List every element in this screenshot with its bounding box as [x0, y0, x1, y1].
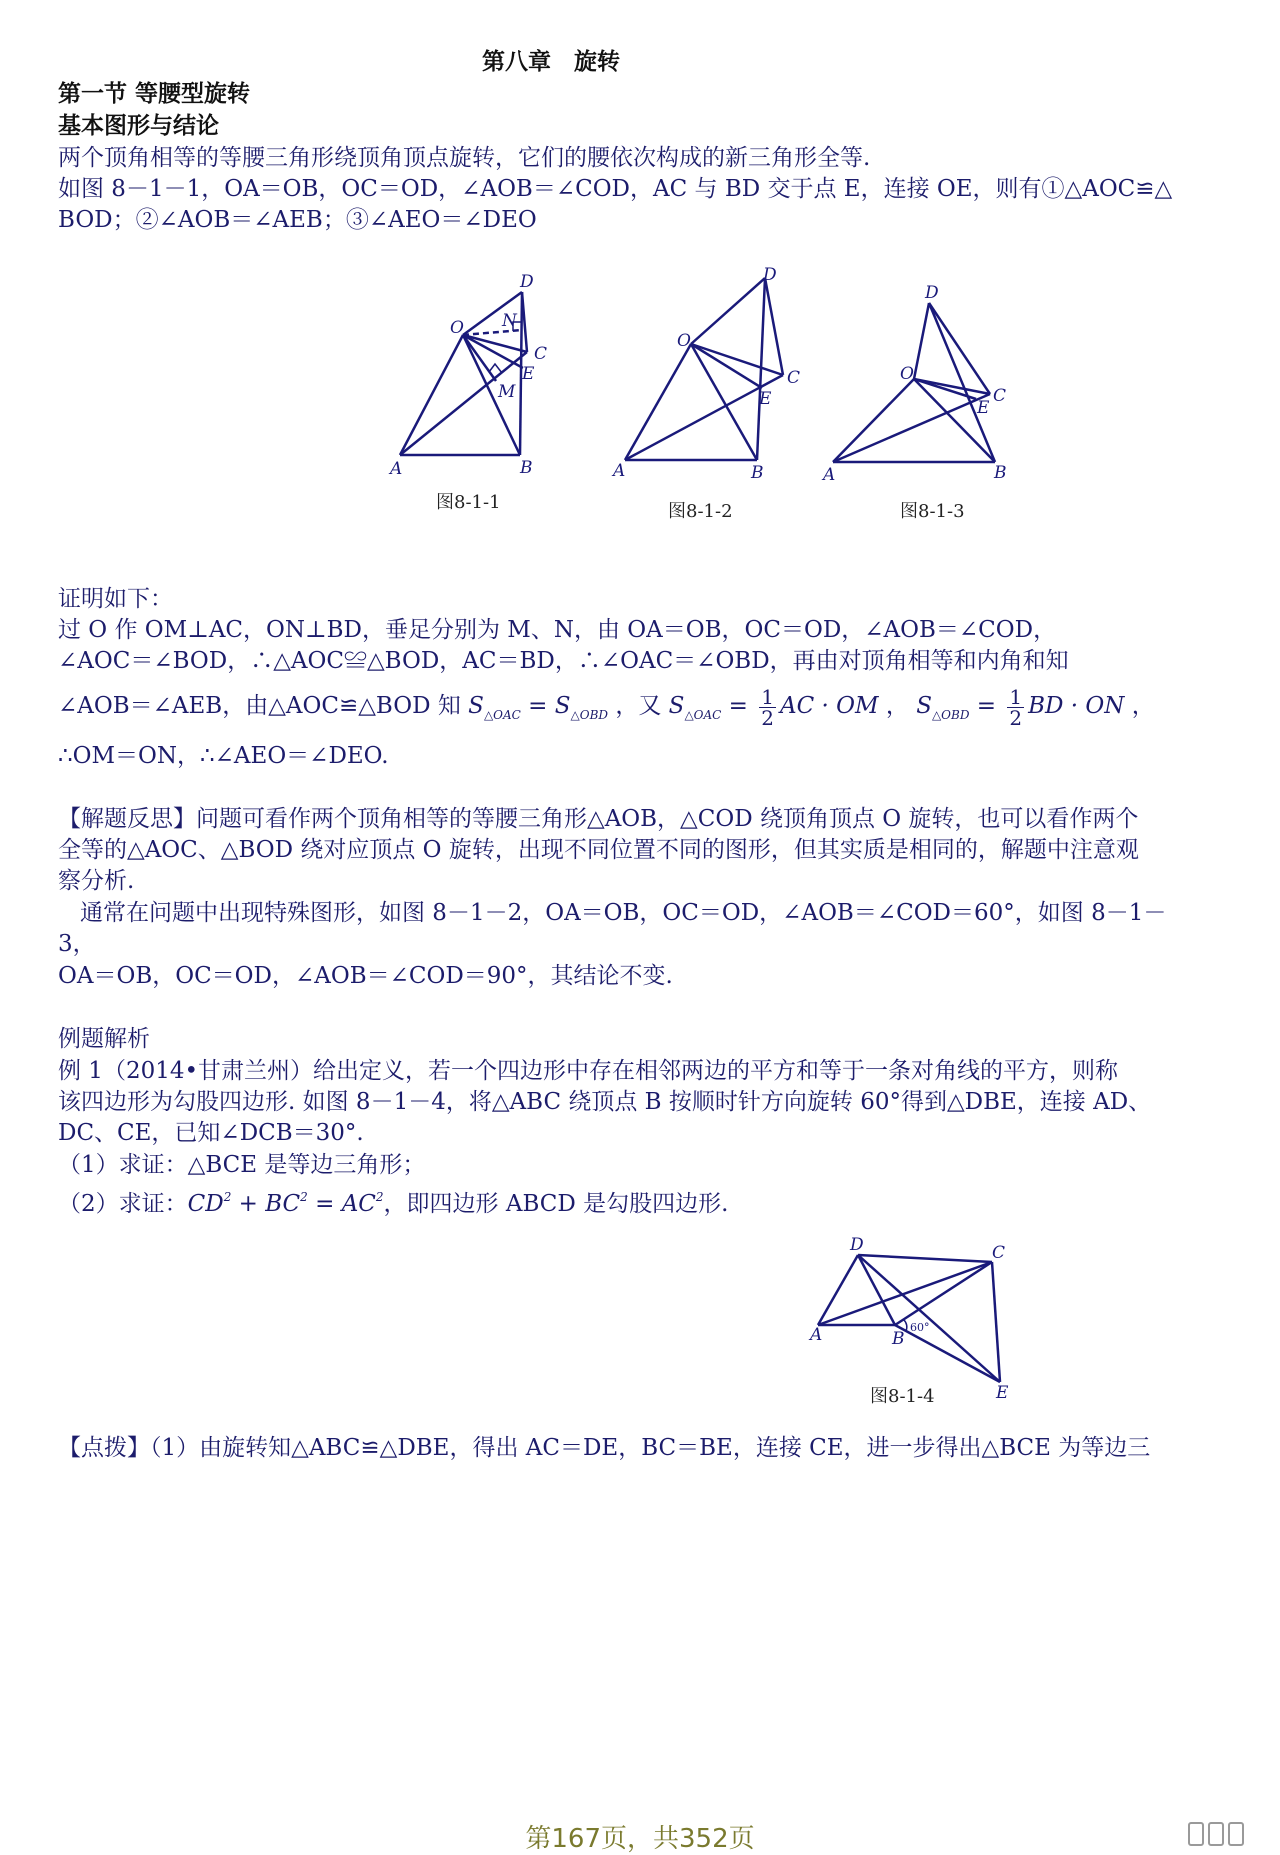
special-line-2: 3， [58, 931, 96, 957]
segment-dc [929, 303, 990, 394]
label-c: C [993, 386, 1007, 406]
question-2-prefix: （2）求证： [58, 1191, 188, 1217]
segment-bc [895, 1262, 992, 1325]
example-line-1: 例 1（2014•甘肃兰州）给出定义，若一个四边形中存在相邻两边的平方和等于一条对角线的平方，则称 [58, 1058, 1119, 1084]
comma-2: ， [1131, 693, 1155, 719]
example-heading: 例题解析 [58, 1026, 150, 1052]
label-n: N [502, 311, 517, 331]
question-2-suffix: ，即四边形 ABCD 是勾股四边形. [383, 1191, 729, 1217]
caption-8-1-2: 图8-1-2 [668, 501, 733, 522]
reflection-line-3: 察分析. [58, 868, 135, 894]
label-a: A [613, 461, 626, 481]
segment-ac [818, 1262, 992, 1325]
example-line-3: DC、CE，已知∠DCB＝30°. [58, 1120, 364, 1146]
segment-ao [833, 379, 914, 462]
segment-ad [818, 1255, 858, 1325]
segment-ac [400, 352, 527, 455]
figure-8-1-2 [605, 260, 815, 490]
hint-line: 【点拨】（1）由旋转知△ABC≌△DBE，得出 AC＝DE，BC＝BE，连接 CE，进一步得出△BCE 为等边三 [58, 1435, 1151, 1461]
product-ac-om: AC · OM [780, 693, 879, 719]
proof-heading: 证明如下： [58, 586, 173, 612]
area-s-obd: $S_{\triangle OBD}$ [554, 693, 609, 722]
pythagorean-expression: $CD^2 + BC^2 = AC^2$ [187, 1190, 384, 1217]
equals-sign: = [528, 693, 548, 719]
figure-8-1-1 [380, 260, 580, 480]
label-c: C [787, 368, 801, 388]
angle-label: 60° [910, 1321, 930, 1334]
label-e: E [996, 1383, 1009, 1403]
proof-line-4: ∴OM＝ON，∴∠AEO＝∠DEO. [58, 743, 389, 769]
segment-oe [691, 344, 762, 388]
proof-line-3 [58, 680, 1155, 741]
segment-ce [992, 1262, 1000, 1382]
label-c: C [534, 344, 548, 364]
example-line-2: 该四边形为勾股四边形. 如图 8－1－4，将△ABC 绕顶点 B 按顺时针方向旋转 60°得到△DBE，连接 AD、 [58, 1089, 1152, 1115]
area-s-oac: $S_{\triangle OAC}$ [468, 693, 521, 722]
label-b: B [892, 1329, 905, 1349]
segment-ac [833, 394, 990, 462]
proof-line-3-text: ∠AOB＝∠AEB，由△AOC≌△BOD 知 [58, 693, 461, 719]
segment-ob [691, 344, 757, 460]
segment-bd [929, 303, 995, 462]
reflection-line-1: 【解题反思】问题可看作两个顶角相等的等腰三角形△AOB，△COD 绕顶角顶点 O 旋转，也可以看作两个 [58, 806, 1139, 832]
label-o: O [450, 318, 464, 338]
segment-de [858, 1255, 1000, 1382]
segment-od [691, 278, 765, 344]
proof-connector: ，又 [615, 693, 662, 719]
page-indicator: 第167页，共352页 [525, 1824, 755, 1854]
proof-line-1: 过 O 作 OM⊥AC，ON⊥BD，垂足分别为 M、N，由 OA＝OB，OC＝OD，∠AOB＝∠COD， [58, 617, 1057, 643]
fraction-half-2: $\frac{1}{2}$ [1009, 684, 1023, 730]
proof-line-2: ∠AOC＝∠BOD，∴△AOC≌△BOD，AC＝BD，∴∠OAC＝∠OBD，再由对顶角相等和内角和知 [58, 648, 1069, 674]
label-b: B [520, 458, 533, 478]
label-e: E [759, 389, 772, 409]
label-b: B [994, 463, 1007, 483]
comma: ， [885, 693, 909, 719]
label-d: D [520, 272, 534, 292]
intro-line: 两个顶角相等的等腰三角形绕顶角顶点旋转，它们的腰依次构成的新三角形全等. [58, 145, 871, 171]
segment-db [858, 1255, 895, 1325]
watermark-logo [1188, 1822, 1248, 1844]
segment-od [914, 303, 929, 379]
intro-fig-line-1: 如图 8－1－1，OA＝OB，OC＝OD，∠AOB＝∠COD，AC 与 BD 交于点 E，连接 OE，则有①△AOC≌△ [58, 176, 1173, 202]
area-s-oac-2: $S_{\triangle OAC}$ [668, 693, 722, 722]
intro-fig-line-2: BOD；②∠AOB＝∠AEB；③∠AEO＝∠DEO [58, 207, 537, 233]
section-title: 第一节 等腰型旋转 [58, 80, 251, 107]
label-b: B [751, 463, 764, 483]
label-m: M [498, 382, 516, 402]
caption-8-1-1: 图8-1-1 [436, 492, 501, 513]
special-line-3: OA＝OB，OC＝OD，∠AOB＝∠COD＝90°，其结论不变. [58, 963, 673, 989]
label-c: C [992, 1243, 1006, 1263]
label-o: O [900, 364, 914, 384]
right-angle-m [489, 364, 502, 373]
special-line-1: 通常在问题中出现特殊图形，如图 8－1－2，OA＝OB，OC＝OD，∠AOB＝∠COD＝60°，如图 8－1－ [80, 900, 1167, 926]
figure-8-1-3 [815, 270, 1025, 490]
example-question-2 [58, 1181, 728, 1220]
label-e: E [522, 364, 535, 384]
subsection-title: 基本图形与结论 [58, 112, 219, 139]
fraction-half: $\frac{1}{2}$ [761, 684, 774, 730]
label-d: D [925, 283, 939, 303]
caption-8-1-4: 图8-1-4 [870, 1386, 935, 1407]
label-a: A [810, 1325, 823, 1345]
label-o: O [677, 331, 691, 351]
segment-dc [765, 278, 783, 375]
product-bd-on: BD · ON [1028, 693, 1125, 719]
chapter-title: 第八章 旋转 [482, 48, 620, 75]
label-d: D [850, 1235, 864, 1255]
label-a: A [390, 459, 403, 479]
equals-sign-2: = [728, 693, 748, 719]
segment-ao [400, 335, 463, 455]
reflection-line-2: 全等的△AOC、△BOD 绕对应顶点 O 旋转，出现不同位置不同的图形，但其实质是相同的，解题中注意观 [58, 837, 1139, 863]
area-s-obd-2: $S_{\triangle OBD}$ [916, 693, 970, 722]
caption-8-1-3: 图8-1-3 [900, 501, 965, 522]
label-e: E [977, 398, 990, 418]
segment-dc [858, 1255, 992, 1262]
equals-sign-3: = [976, 693, 997, 719]
example-question-1: （1）求证：△BCE 是等边三角形； [58, 1152, 426, 1178]
label-d: D [763, 265, 777, 285]
label-a: A [823, 465, 836, 485]
